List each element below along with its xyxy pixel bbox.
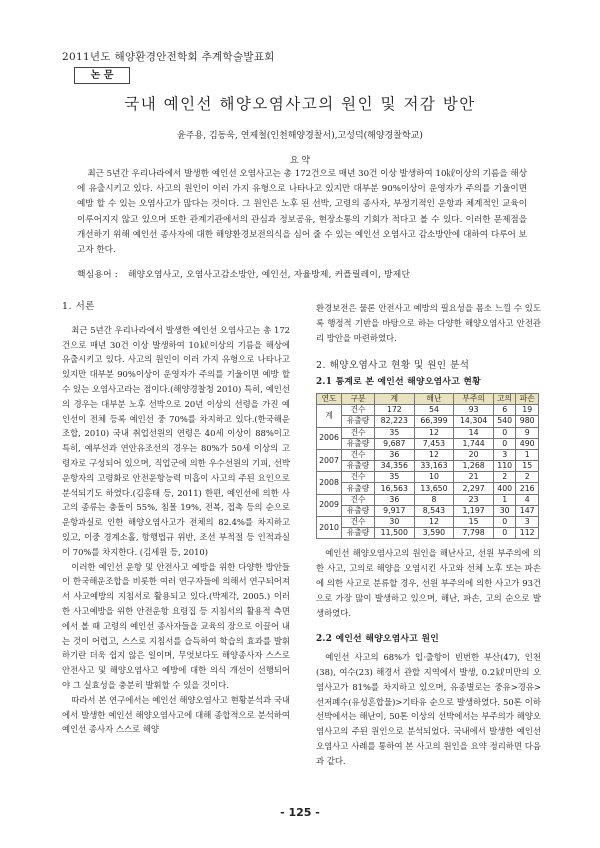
table-value-cell: 0 <box>493 528 516 539</box>
table-value-cell: 14 <box>454 427 494 438</box>
table-value-cell: 54 <box>414 405 454 416</box>
table-value-cell: 14,304 <box>454 416 494 427</box>
author-list: 윤주용, 김동욱, 연제철(인천해양경찰서),고성덕(해양경찰학교) <box>177 131 423 141</box>
table-value-cell: 66,399 <box>414 416 454 427</box>
keywords <box>77 267 527 280</box>
paper-title: 국내 예인선 해양오염사고의 원인 및 저감 방안 <box>124 95 476 113</box>
table-value-cell: 16,563 <box>375 483 415 494</box>
table-value-cell: 9,687 <box>375 438 415 449</box>
table-value-cell: 1 <box>516 449 539 460</box>
table-row <box>317 416 539 427</box>
table-value-cell: 35 <box>375 427 415 438</box>
table-category-cell: 유출량 <box>342 505 375 516</box>
table-row <box>317 517 539 528</box>
table-value-cell: 1,197 <box>454 505 494 516</box>
table-row <box>317 449 539 460</box>
table-year-cell: 2007 <box>317 449 342 471</box>
conference-header: 2011년도 해양환경안전학회 추계학술발표회 <box>62 51 275 63</box>
table-value-cell: 9,917 <box>375 505 415 516</box>
table-row <box>317 438 539 449</box>
table-category-cell: 건수 <box>342 405 375 416</box>
keywords-text: 해양오염사고, 오염사고감소방안, 예인선, 자율방제, 커플릴레이, 방제단 <box>127 270 411 280</box>
table-row <box>317 472 539 483</box>
left-column <box>62 300 290 737</box>
table-value-cell: 10 <box>414 472 454 483</box>
section-1-paragraph-2: 이러한 예인선 운항 및 안전사고 예방을 위한 다양한 방안들이 한국해운조합을 비롯한 여러 연구자들에 의해서 연구되어져서 사고예방의 지침서로 활용되고 있다.(박제각, 2005.) 이러한 사고예방을 위한 안전운항 요령집 등 지침서의 활용적 측면에서 볼 때 고령의 예인선 종사자들을 교육의 장으로 이끌어 내는 것이 어렵고, 스스로 지침서를 습득하여 학습의 효과를 발휘하기란 더욱 쉽지 않은 일이며, 무엇보다도 해양종사자 스스로 안전사고 및 해양오염사고 예방에 대한 의식 개선이 선행되어야 그 실효성을 충분히 발휘할 수 있을 것이다. <box>62 561 290 690</box>
table-header-cell: 해난 <box>414 393 454 404</box>
table-year-cell: 2006 <box>317 427 342 449</box>
table-value-cell: 1,744 <box>454 438 494 449</box>
table-value-cell: 93 <box>454 405 494 416</box>
table-value-cell: 34,356 <box>375 461 415 472</box>
table-value-cell: 21 <box>454 472 494 483</box>
table-category-cell: 유출량 <box>342 461 375 472</box>
table-value-cell: 30 <box>375 517 415 528</box>
table-value-cell: 4 <box>516 494 539 505</box>
section-2-1-paragraph: 예인선 해양오염사고의 원인을 해난사고, 선원 부주의에 의한 사고, 고의로 해양을 오염시킨 사고와 선체 노후 또는 파손에 의한 사고로 분류할 경우, 선원 부주의에 의한 사고가 93건으로 가장 많이 발생하고 있으며, 해난, 파손, 고의 순으로 발생하였다. <box>316 548 541 618</box>
table-value-cell: 8 <box>414 494 454 505</box>
table-header-cell: 부주의 <box>454 393 494 404</box>
abstract-text: 최근 5년간 우리나라에서 발생한 예인선 오염사고는 총 172건으로 매년 30건 이상 발생하여 10㎘이상의 기름을 해상에 유출시키고 있다. 사고의 원인이 이러 가지 유형으로 나타나고 있지만 대부분 90%이상이 운영자가 주의를 기울이면 예방 할 수 있는 오염사고가 많다는 것이다. 그 원인은 노후 된 선박, 고령의 종사자, 부정기적인 운항과 체계적인 교육이 이루어지지 않고 있으며 또한 관계기관에서의 관심과 정보공유, 현장소통의 기회가 적다고 볼 수 있다. 이러한 문제점을 개선하기 위해 예인선 종사자에 대한 해양환경보전의식을 심어 줄 수 있는 예인선 오염사고 감소방안에 대하여 다루어 보고자 한다. <box>77 169 527 256</box>
table-value-cell: 12 <box>414 427 454 438</box>
section-1-paragraph-3: 따라서 본 연구에서는 예인선 해양오염사고 현황분석과 국내에서 발생한 예인선 해양오염사고에 대해 종합적으로 분석하여 예인선 종사자 스스로 해양 <box>62 694 290 735</box>
table-value-cell: 9 <box>516 427 539 438</box>
table-value-cell: 216 <box>516 483 539 494</box>
table-header-cell: 구분 <box>342 393 375 404</box>
keywords-label: 핵심용어 : <box>77 270 118 280</box>
table-value-cell: 2,297 <box>454 483 494 494</box>
table-value-cell: 490 <box>516 438 539 449</box>
table-value-cell: 1,268 <box>454 461 494 472</box>
table-value-cell: 82,223 <box>375 416 415 427</box>
table-value-cell: 15 <box>454 517 494 528</box>
table-row <box>317 427 539 438</box>
table-value-cell: 23 <box>454 494 494 505</box>
table-body <box>317 405 539 539</box>
table-value-cell: 2 <box>493 472 516 483</box>
section-1-continued: 환경보전은 물론 안전사고 예방의 필요성을 몸소 느낄 수 있도록 행정적 기반을 바탕으로 하는 다양한 해양오염사고 안전관리 방안을 마련하였다. <box>316 303 541 343</box>
table-category-cell: 유출량 <box>342 438 375 449</box>
table-value-cell: 12 <box>414 449 454 460</box>
table-value-cell: 0 <box>493 427 516 438</box>
table-row <box>317 494 539 505</box>
table-value-cell: 15 <box>516 461 539 472</box>
table-value-cell: 13,650 <box>414 483 454 494</box>
table-year-cell: 2009 <box>317 494 342 516</box>
table-row <box>317 461 539 472</box>
table-value-cell: 7,453 <box>414 438 454 449</box>
pollution-stats-table <box>316 393 539 539</box>
table-row <box>317 405 539 416</box>
table-category-cell: 유출량 <box>342 416 375 427</box>
table-value-cell: 8,543 <box>414 505 454 516</box>
table-value-cell: 19 <box>516 405 539 416</box>
table-value-cell: 11,500 <box>375 528 415 539</box>
table-category-cell: 건수 <box>342 494 375 505</box>
table-row <box>317 483 539 494</box>
table-value-cell: 6 <box>493 405 516 416</box>
table-value-cell: 7,798 <box>454 528 494 539</box>
table-category-cell: 건수 <box>342 427 375 438</box>
table-value-cell: 172 <box>375 405 415 416</box>
table-value-cell: 36 <box>375 494 415 505</box>
abstract-heading: 요 약 <box>289 156 311 166</box>
table-category-cell: 유출량 <box>342 528 375 539</box>
table-category-cell: 건수 <box>342 449 375 460</box>
article-type-badge: 논 문 <box>74 67 130 84</box>
table-header-cell: 연도 <box>317 393 342 404</box>
table-value-cell: 3 <box>516 517 539 528</box>
table-value-cell: 540 <box>493 416 516 427</box>
table-value-cell: 3,590 <box>414 528 454 539</box>
table-row <box>317 505 539 516</box>
table-value-cell: 33,163 <box>414 461 454 472</box>
table-year-cell: 계 <box>317 405 342 427</box>
table-year-cell: 2010 <box>317 517 342 539</box>
section-2-2-paragraph: 예인선 사고의 68%가 입·출항이 빈번한 부산(47), 인천(38), 여수(23) 해경서 관할 지역에서 발생, 0.2㎘미만의 오염사고가 81%를 차지하고 있으며, 유종별로는 중유>경유>선저폐수(유성혼합물)>기타유 순으로 발생하였다. 50톤 이하 선박에서는 해난이, 50톤 이상의 선박에서는 부주의가 해양오염사고의 주된 원인으로 분석되었다. 국내에서 발생한 예인선 오염사고 사례를 통하여 본 사고의 원인을 요약 정리하면 다음과 같다. <box>316 652 541 766</box>
table-value-cell: 980 <box>516 416 539 427</box>
table-header-row <box>317 393 539 404</box>
right-column <box>316 301 541 769</box>
subsection-2-2-heading: 2.2 예인선 해양오염사고 원인 <box>316 634 440 645</box>
table-value-cell: 36 <box>375 449 415 460</box>
table-value-cell: 147 <box>516 505 539 516</box>
table-value-cell: 0 <box>493 438 516 449</box>
table-category-cell: 건수 <box>342 517 375 528</box>
table-value-cell: 112 <box>516 528 539 539</box>
table-category-cell: 유출량 <box>342 483 375 494</box>
subsection-2-1-heading: 2.1 통계로 본 예인선 해양오염사고 현황 <box>316 377 481 388</box>
table-category-cell: 건수 <box>342 472 375 483</box>
table-value-cell: 400 <box>493 483 516 494</box>
table-value-cell: 3 <box>493 449 516 460</box>
section-1-paragraph-1: 최근 5년간 우리나라에서 발생한 예인선 오염사고는 총 172건으로 매년 30건 이상 발생하여 10㎘이상의 기름을 해상에 유출시키고 있다. 사고의 원인이 이러 가지 유형으로 나타나고 있지만 대부분 90%이상이 운영자가 주의를 기울이면 예방 할 수 있는 오염사고라는 점이다.(해양경찰청 2010) 특히, 예인선의 경우는 대부분 노후 선박으로 20년 이상의 선령을 가진 예인선이 전체 등록 예인선 중 70%를 차지하고 있다.(한국해운조합, 2010) 국내 취업선원의 연령은 40세 이상이 88%이고 특히, 예부선과 연안유조선의 경우는 80%가 50세 이상의 고령자로 구성되어 있으며, 직업군에 의한 우수선원의 기피, 선박운항자의 고령화로 안전운항능력 미흡이 사고의 주된 요인으로 분석되기도 하였다.(김홍태 등, 2011) 한편, 예인선에 의한 사고의 종류는 충돌이 55%, 침몰 19%, 전복, 접촉 등의 순으로 운항과실로 인한 해양오염사고가 전체의 82.4%를 차지하고 있고, 이중 경계소홀, 항행법규 위반, 조선 부적절 등 인적과실이 70%를 차지한다. (김세원 등, 2010) <box>62 324 290 557</box>
table-value-cell: 20 <box>454 449 494 460</box>
table-year-cell: 2008 <box>317 472 342 494</box>
page-number: - 125 - <box>280 806 320 819</box>
table-header-cell: 고의 <box>493 393 516 404</box>
table-value-cell: 110 <box>493 461 516 472</box>
table-header-cell: 계 <box>375 393 415 404</box>
table-row <box>317 528 539 539</box>
table-value-cell: 35 <box>375 472 415 483</box>
table-header-cell: 파손 <box>516 393 539 404</box>
table-value-cell: 30 <box>493 505 516 516</box>
section-1-heading: 1. 서론 <box>62 301 95 312</box>
table-value-cell: 2 <box>516 472 539 483</box>
table-value-cell: 0 <box>493 517 516 528</box>
section-2-heading: 2. 해양오염사고 현황 및 원인 분석 <box>316 360 470 372</box>
table-value-cell: 12 <box>414 517 454 528</box>
table-value-cell: 1 <box>493 494 516 505</box>
